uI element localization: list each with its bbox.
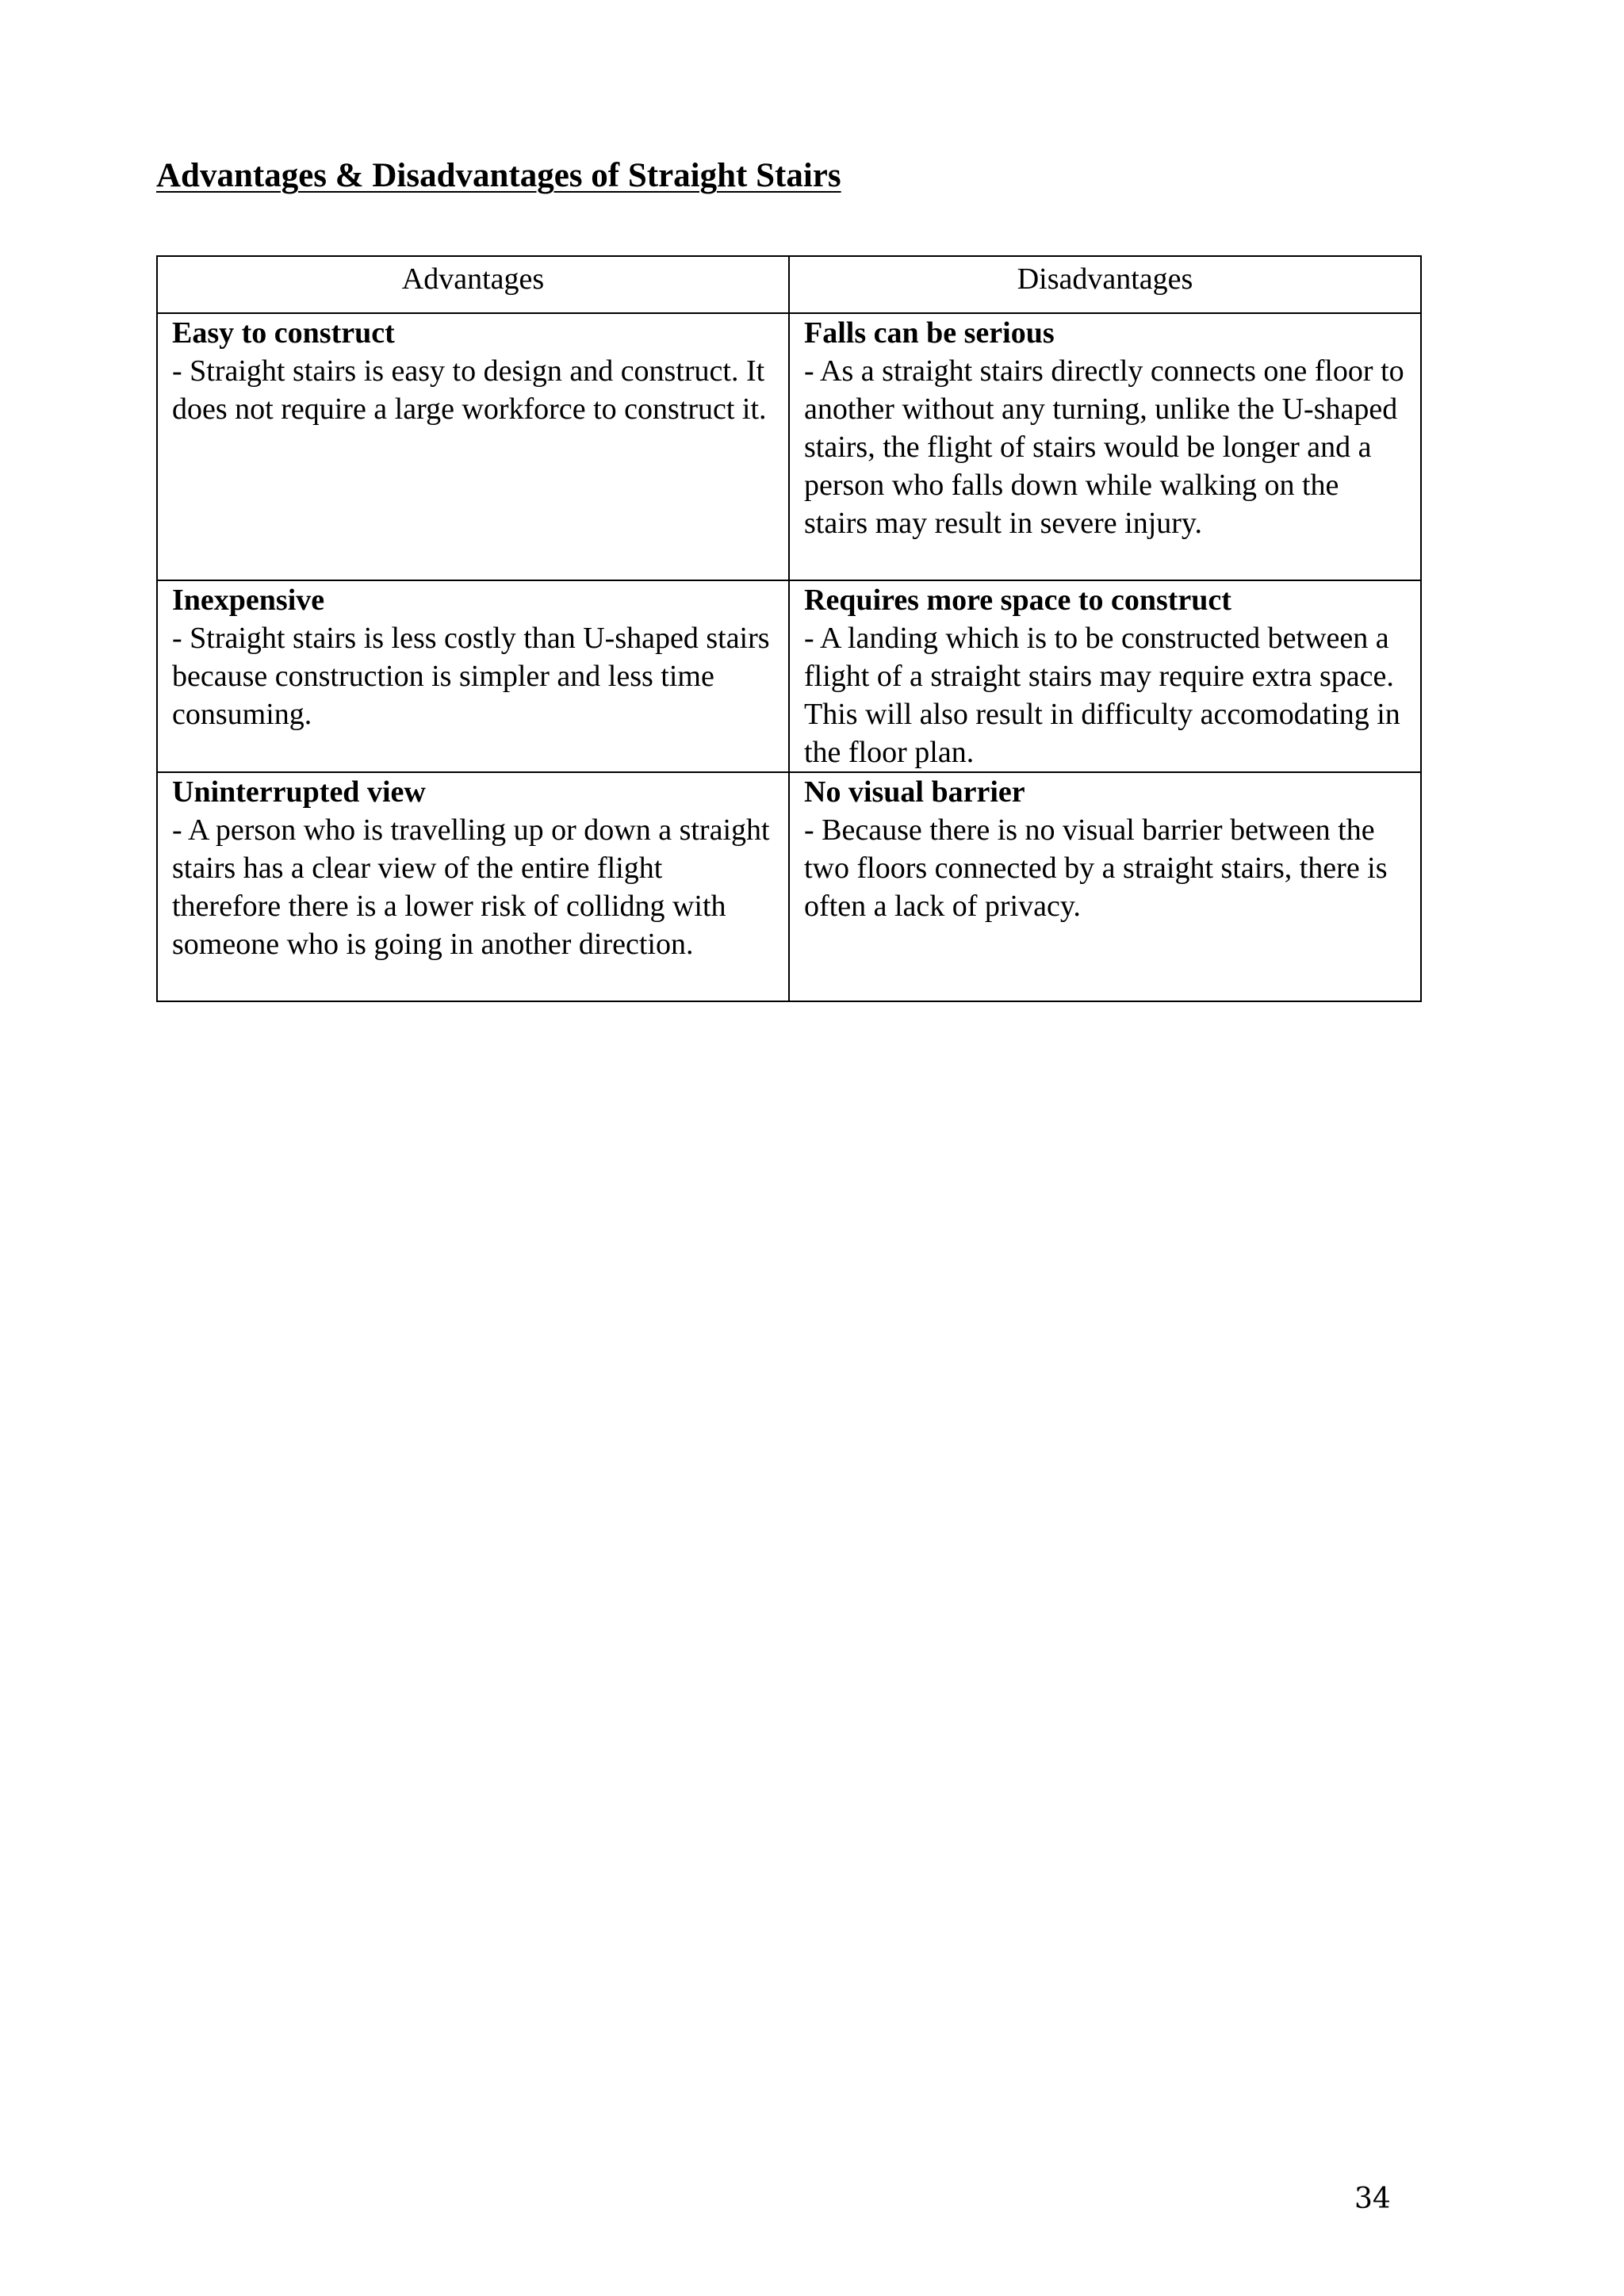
disadvantage-title: Requires more space to construct	[804, 584, 1231, 617]
table-row	[157, 580, 1421, 772]
page-number: 34	[1354, 2183, 1391, 2215]
column-header-disadvantages: Disadvantages	[789, 256, 1421, 313]
disadvantage-cell	[789, 313, 1421, 580]
disadvantage-title: Falls can be serious	[804, 316, 1055, 350]
disadvantage-text: - As a straight stairs directly connects one floor to another without any turning, unlike the U-shaped stairs, the flight of stairs would be longer and a person who falls down while walking on the stairs may result in severe injury.	[804, 354, 1404, 540]
disadvantage-text: - A landing which is to be constructed between a flight of a straight stairs may require extra space. This will also result in difficulty accomodating in the floor plan.	[804, 622, 1400, 769]
page-heading: Advantages & Disadvantages of Straight Stairs	[156, 157, 841, 194]
advantage-text: - Straight stairs is easy to design and construct. It does not require a large workforce to construct it.	[172, 354, 767, 426]
advantage-text: - A person who is travelling up or down a straight stairs has a clear view of the entire flight therefore there is a lower risk of collidng with someone who is going in another direction.	[172, 813, 770, 961]
table-row	[157, 772, 1421, 1001]
table-header-row	[157, 256, 1421, 313]
advantage-cell	[157, 580, 789, 772]
advantage-text: - Straight stairs is less costly than U-shaped stairs because construction is simpler and less time consuming.	[172, 622, 770, 731]
disadvantage-text: - Because there is no visual barrier between the two floors connected by a straight stairs, there is often a lack of privacy.	[804, 813, 1388, 923]
column-header-advantages: Advantages	[157, 256, 789, 313]
comparison-table	[156, 255, 1422, 1002]
advantage-title: Inexpensive	[172, 584, 325, 617]
table-row	[157, 313, 1421, 580]
disadvantage-title: No visual barrier	[804, 775, 1025, 809]
disadvantage-cell	[789, 772, 1421, 1001]
advantage-title: Easy to construct	[172, 316, 395, 350]
disadvantage-cell	[789, 580, 1421, 772]
advantage-title: Uninterrupted view	[172, 775, 426, 809]
advantage-cell	[157, 772, 789, 1001]
advantage-cell	[157, 313, 789, 580]
